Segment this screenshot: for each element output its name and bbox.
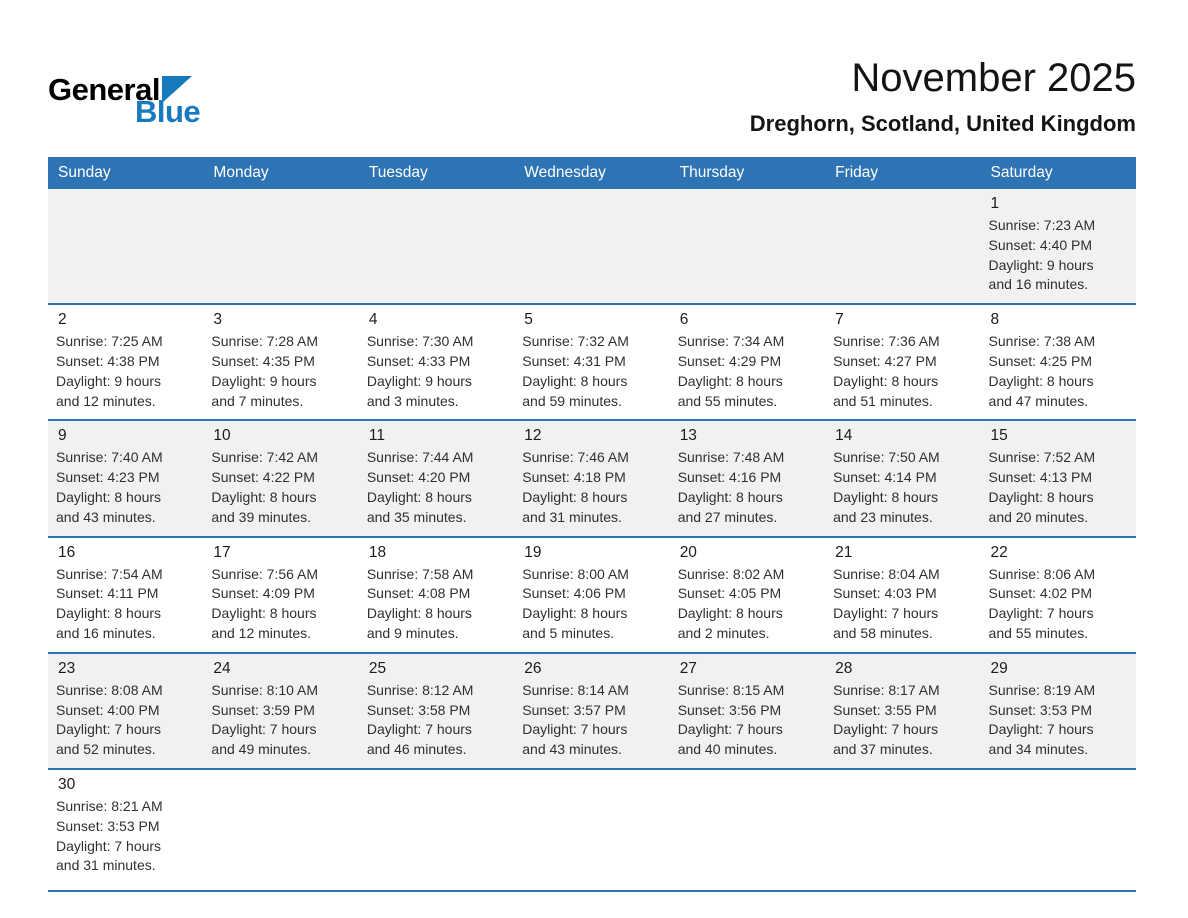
sunrise-text: Sunrise: 7:54 AM xyxy=(56,565,163,582)
sunrise-text: Sunrise: 7:58 AM xyxy=(366,565,474,582)
daylight-hours-text: Daylight: 8 hours xyxy=(677,488,783,505)
day-cell-23 xyxy=(48,653,203,769)
sunset-text: Sunset: 4:02 PM xyxy=(988,585,1093,602)
daylight-hours-text: Daylight: 7 hours xyxy=(833,721,939,738)
day-number: 17 xyxy=(213,543,231,561)
sunrise-text: Sunrise: 8:08 AM xyxy=(56,681,163,698)
day-number: 22 xyxy=(990,543,1008,561)
daylight-minutes-text: and 55 minutes. xyxy=(988,624,1089,641)
day-number: 21 xyxy=(835,543,853,561)
daylight-hours-text: Daylight: 8 hours xyxy=(211,605,317,622)
sunrise-text: Sunrise: 7:44 AM xyxy=(366,449,474,466)
day-number: 8 xyxy=(990,311,1000,329)
sunset-text: Sunset: 4:16 PM xyxy=(677,469,782,486)
day-number: 11 xyxy=(368,427,385,445)
day-cell-18 xyxy=(359,537,514,653)
title-block xyxy=(750,56,1136,137)
weekday-header-monday: Monday xyxy=(203,157,358,189)
daylight-hours-text: Daylight: 7 hours xyxy=(988,721,1094,738)
day-cell-20 xyxy=(670,537,825,653)
daylight-minutes-text: and 34 minutes. xyxy=(988,741,1089,758)
daylight-hours-text: Daylight: 7 hours xyxy=(833,605,939,622)
day-number: 24 xyxy=(213,659,231,677)
day-cell-24 xyxy=(203,653,358,769)
sunrise-text: Sunrise: 7:52 AM xyxy=(988,449,1096,466)
empty-day-cell xyxy=(203,189,358,304)
sunrise-text: Sunrise: 7:48 AM xyxy=(677,449,785,466)
sunrise-text: Sunrise: 8:19 AM xyxy=(988,681,1096,698)
daylight-minutes-text: and 58 minutes. xyxy=(833,624,933,641)
daylight-minutes-text: and 47 minutes. xyxy=(988,392,1089,409)
day-number: 4 xyxy=(368,311,378,329)
day-number: 15 xyxy=(990,427,1008,445)
day-number: 18 xyxy=(368,543,387,561)
sunrise-text: Sunrise: 7:36 AM xyxy=(833,333,940,350)
day-number: 23 xyxy=(58,659,76,677)
daylight-minutes-text: and 16 minutes. xyxy=(56,624,156,641)
day-number: 3 xyxy=(213,311,223,329)
daylight-minutes-text: and 40 minutes. xyxy=(677,741,778,758)
page-header xyxy=(0,0,1188,157)
daylight-hours-text: Daylight: 9 hours xyxy=(988,256,1094,273)
sunrise-text: Sunrise: 7:30 AM xyxy=(366,333,474,350)
daylight-hours-text: Daylight: 7 hours xyxy=(56,721,162,738)
sunrise-text: Sunrise: 8:06 AM xyxy=(988,565,1096,582)
sunrise-text: Sunrise: 7:40 AM xyxy=(56,449,163,466)
sunrise-text: Sunrise: 8:12 AM xyxy=(366,681,474,698)
day-number: 26 xyxy=(524,659,542,677)
day-cell-14 xyxy=(825,420,980,536)
day-cell-11 xyxy=(359,420,514,536)
daylight-minutes-text: and 2 minutes. xyxy=(677,624,770,641)
daylight-minutes-text: and 39 minutes. xyxy=(211,508,312,525)
daylight-minutes-text: and 9 minutes. xyxy=(366,624,459,641)
daylight-hours-text: Daylight: 8 hours xyxy=(677,605,783,622)
sunrise-text: Sunrise: 8:14 AM xyxy=(522,681,629,698)
weekday-header-wednesday: Wednesday xyxy=(514,157,669,189)
empty-day-cell xyxy=(48,189,203,304)
day-number: 9 xyxy=(58,427,67,445)
sunrise-text: Sunrise: 8:17 AM xyxy=(833,681,940,698)
day-number: 7 xyxy=(835,311,844,329)
sunset-text: Sunset: 3:56 PM xyxy=(677,701,782,718)
sunrise-text: Sunrise: 7:23 AM xyxy=(988,217,1096,233)
day-cell-3 xyxy=(203,304,358,420)
daylight-hours-text: Daylight: 7 hours xyxy=(522,721,628,738)
day-cell-17 xyxy=(203,537,358,653)
week-row-6 xyxy=(48,769,1136,891)
daylight-hours-text: Daylight: 8 hours xyxy=(833,488,939,505)
sunset-text: Sunset: 4:14 PM xyxy=(833,469,937,486)
sunrise-text: Sunrise: 8:21 AM xyxy=(56,797,163,814)
day-cell-25 xyxy=(359,653,514,769)
general-blue-logo xyxy=(48,74,200,127)
sunset-text: Sunset: 4:31 PM xyxy=(522,352,626,369)
daylight-hours-text: Daylight: 9 hours xyxy=(211,372,317,389)
sunset-text: Sunset: 4:03 PM xyxy=(833,585,937,602)
day-number: 19 xyxy=(524,543,542,561)
weekday-header-sunday: Sunday xyxy=(48,157,203,189)
sunset-text: Sunset: 4:13 PM xyxy=(988,469,1093,486)
sunrise-text: Sunrise: 8:10 AM xyxy=(211,681,319,698)
sunset-text: Sunset: 4:09 PM xyxy=(211,585,315,602)
week-row-5 xyxy=(48,653,1136,769)
day-cell-2 xyxy=(48,304,203,420)
empty-day-cell xyxy=(825,769,980,891)
day-cell-28 xyxy=(825,653,980,769)
daylight-minutes-text: and 59 minutes. xyxy=(522,392,622,409)
logo-text-blue: Blue xyxy=(135,94,201,129)
daylight-minutes-text: and 37 minutes. xyxy=(833,741,933,758)
day-cell-16 xyxy=(48,537,203,653)
empty-day-cell xyxy=(359,189,514,304)
sunrise-text: Sunrise: 7:56 AM xyxy=(211,565,319,582)
empty-day-cell xyxy=(359,769,514,891)
sunrise-text: Sunrise: 8:00 AM xyxy=(522,565,629,582)
day-number: 1 xyxy=(990,195,1000,212)
day-number: 10 xyxy=(213,427,231,445)
weekday-header-row xyxy=(48,157,1136,189)
day-number: 12 xyxy=(524,427,542,445)
day-cell-22 xyxy=(981,537,1136,653)
sunset-text: Sunset: 3:53 PM xyxy=(56,817,160,834)
calendar-head xyxy=(48,157,1136,189)
sunset-text: Sunset: 4:38 PM xyxy=(56,352,160,369)
day-cell-6 xyxy=(670,304,825,420)
sunset-text: Sunset: 3:59 PM xyxy=(211,701,315,718)
daylight-minutes-text: and 49 minutes. xyxy=(211,741,312,758)
daylight-hours-text: Daylight: 9 hours xyxy=(56,372,162,389)
empty-day-cell xyxy=(981,769,1136,891)
daylight-minutes-text: and 51 minutes. xyxy=(833,392,933,409)
empty-day-cell xyxy=(670,769,825,891)
day-cell-1 xyxy=(981,189,1136,304)
sunrise-text: Sunrise: 7:25 AM xyxy=(56,333,163,350)
day-number: 30 xyxy=(58,775,76,793)
daylight-minutes-text: and 16 minutes. xyxy=(988,276,1089,293)
daylight-hours-text: Daylight: 7 hours xyxy=(366,721,472,738)
day-cell-9 xyxy=(48,420,203,536)
day-number: 28 xyxy=(835,659,853,677)
empty-day-cell xyxy=(670,189,825,304)
day-cell-29 xyxy=(981,653,1136,769)
location-subtitle: Dreghorn, Scotland, United Kingdom xyxy=(749,111,1136,136)
daylight-hours-text: Daylight: 8 hours xyxy=(56,488,162,505)
sunrise-text: Sunrise: 8:04 AM xyxy=(833,565,940,582)
sunset-text: Sunset: 4:35 PM xyxy=(211,352,315,369)
sunset-text: Sunset: 4:11 PM xyxy=(56,585,159,602)
daylight-minutes-text: and 31 minutes. xyxy=(56,857,156,874)
sunset-text: Sunset: 4:27 PM xyxy=(833,352,937,369)
sunset-text: Sunset: 3:55 PM xyxy=(833,701,937,718)
weekday-header-tuesday: Tuesday xyxy=(359,157,514,189)
daylight-minutes-text: and 27 minutes. xyxy=(677,508,778,525)
day-number: 20 xyxy=(679,543,697,561)
daylight-hours-text: Daylight: 9 hours xyxy=(366,372,472,389)
daylight-minutes-text: and 7 minutes. xyxy=(211,392,304,409)
daylight-hours-text: Daylight: 8 hours xyxy=(988,488,1094,505)
daylight-hours-text: Daylight: 8 hours xyxy=(522,372,628,389)
daylight-minutes-text: and 46 minutes. xyxy=(366,741,467,758)
daylight-hours-text: Daylight: 7 hours xyxy=(56,837,162,854)
sunrise-text: Sunrise: 7:32 AM xyxy=(522,333,629,350)
sunrise-text: Sunrise: 7:28 AM xyxy=(211,333,319,350)
sunset-text: Sunset: 4:00 PM xyxy=(56,701,160,718)
sunset-text: Sunset: 4:05 PM xyxy=(677,585,782,602)
daylight-hours-text: Daylight: 8 hours xyxy=(522,488,628,505)
daylight-hours-text: Daylight: 7 hours xyxy=(211,721,317,738)
empty-day-cell xyxy=(203,769,358,891)
sunset-text: Sunset: 4:18 PM xyxy=(522,469,626,486)
calendar-table xyxy=(48,157,1136,892)
day-cell-10 xyxy=(203,420,358,536)
day-cell-7 xyxy=(825,304,980,420)
daylight-hours-text: Daylight: 8 hours xyxy=(366,488,472,505)
daylight-hours-text: Daylight: 8 hours xyxy=(366,605,472,622)
sunset-text: Sunset: 4:29 PM xyxy=(677,352,782,369)
daylight-minutes-text: and 52 minutes. xyxy=(56,741,156,758)
page-title: November 2025 xyxy=(851,56,1136,100)
day-number: 14 xyxy=(835,427,853,445)
daylight-minutes-text: and 31 minutes. xyxy=(522,508,622,525)
daylight-minutes-text: and 43 minutes. xyxy=(522,741,622,758)
sunrise-text: Sunrise: 8:15 AM xyxy=(677,681,785,698)
day-number: 27 xyxy=(679,659,697,677)
daylight-minutes-text: and 55 minutes. xyxy=(677,392,778,409)
day-number: 5 xyxy=(524,311,533,329)
daylight-minutes-text: and 20 minutes. xyxy=(988,508,1089,525)
day-number: 13 xyxy=(679,427,697,445)
weekday-header-friday: Friday xyxy=(825,157,980,189)
day-cell-8 xyxy=(981,304,1136,420)
sunset-text: Sunset: 3:57 PM xyxy=(522,701,626,718)
daylight-minutes-text: and 12 minutes. xyxy=(211,624,312,641)
day-cell-15 xyxy=(981,420,1136,536)
sunset-text: Sunset: 4:22 PM xyxy=(211,469,315,486)
day-cell-21 xyxy=(825,537,980,653)
sunset-text: Sunset: 3:58 PM xyxy=(366,701,471,718)
sunset-text: Sunset: 4:33 PM xyxy=(366,352,471,369)
sunset-text: Sunset: 4:23 PM xyxy=(56,469,160,486)
daylight-minutes-text: and 3 minutes. xyxy=(366,392,459,409)
sunrise-text: Sunrise: 7:34 AM xyxy=(677,333,785,350)
sunset-text: Sunset: 4:06 PM xyxy=(522,585,626,602)
empty-day-cell xyxy=(514,189,669,304)
sunset-text: Sunset: 4:08 PM xyxy=(366,585,471,602)
calendar-body xyxy=(48,189,1136,891)
empty-day-cell xyxy=(825,189,980,304)
weekday-header-saturday: Saturday xyxy=(981,157,1136,189)
daylight-hours-text: Daylight: 7 hours xyxy=(677,721,783,738)
sunrise-text: Sunrise: 7:42 AM xyxy=(211,449,319,466)
week-row-2 xyxy=(48,304,1136,420)
sunrise-text: Sunrise: 7:38 AM xyxy=(988,333,1096,350)
sunset-text: Sunset: 4:20 PM xyxy=(366,469,471,486)
daylight-minutes-text: and 35 minutes. xyxy=(366,508,467,525)
day-number: 6 xyxy=(679,311,689,329)
sunrise-text: Sunrise: 7:50 AM xyxy=(833,449,940,466)
daylight-hours-text: Daylight: 8 hours xyxy=(988,372,1094,389)
sunrise-text: Sunrise: 8:02 AM xyxy=(677,565,785,582)
logo-text-general: General xyxy=(48,72,160,107)
daylight-minutes-text: and 12 minutes. xyxy=(56,392,156,409)
sunrise-text: Sunrise: 7:46 AM xyxy=(522,449,629,466)
day-number: 25 xyxy=(368,659,387,677)
day-number: 2 xyxy=(58,311,67,329)
day-number: 16 xyxy=(58,543,76,561)
daylight-hours-text: Daylight: 8 hours xyxy=(677,372,783,389)
sunset-text: Sunset: 4:25 PM xyxy=(988,352,1093,369)
week-row-1 xyxy=(48,189,1136,304)
week-row-3 xyxy=(48,420,1136,536)
sunset-text: Sunset: 4:40 PM xyxy=(988,236,1093,253)
daylight-minutes-text: and 23 minutes. xyxy=(833,508,933,525)
weekday-header-thursday: Thursday xyxy=(670,157,825,189)
day-cell-5 xyxy=(514,304,669,420)
daylight-hours-text: Daylight: 7 hours xyxy=(988,605,1094,622)
day-cell-27 xyxy=(670,653,825,769)
empty-day-cell xyxy=(514,769,669,891)
day-cell-4 xyxy=(359,304,514,420)
sunset-text: Sunset: 3:53 PM xyxy=(988,701,1093,718)
day-cell-26 xyxy=(514,653,669,769)
day-cell-19 xyxy=(514,537,669,653)
day-number: 29 xyxy=(990,659,1008,677)
day-cell-12 xyxy=(514,420,669,536)
day-cell-13 xyxy=(670,420,825,536)
daylight-hours-text: Daylight: 8 hours xyxy=(833,372,939,389)
week-row-4 xyxy=(48,537,1136,653)
daylight-hours-text: Daylight: 8 hours xyxy=(211,488,317,505)
day-cell-30 xyxy=(48,769,203,891)
daylight-hours-text: Daylight: 8 hours xyxy=(56,605,162,622)
daylight-hours-text: Daylight: 8 hours xyxy=(522,605,628,622)
daylight-minutes-text: and 5 minutes. xyxy=(522,624,615,641)
daylight-minutes-text: and 43 minutes. xyxy=(56,508,156,525)
